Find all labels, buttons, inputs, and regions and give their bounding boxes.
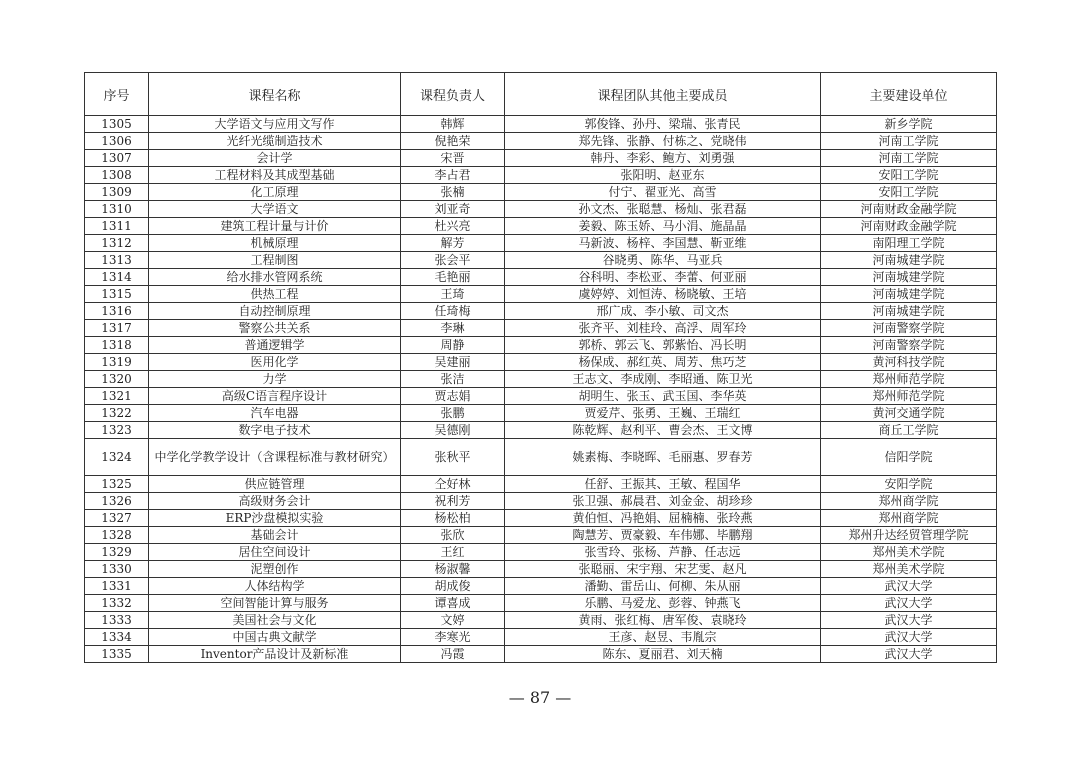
table-row bbox=[85, 252, 997, 269]
cell-course-name: Inventor产品设计及新标准 bbox=[149, 646, 401, 663]
table-row bbox=[85, 167, 997, 184]
cell-course-name: 基础会计 bbox=[149, 527, 401, 544]
cell-team-members: 张卫强、郝晨君、刘金金、胡珍珍 bbox=[505, 493, 821, 510]
cell-institution: 安阳工学院 bbox=[821, 184, 997, 201]
cell-serial-number: 1328 bbox=[85, 527, 149, 544]
cell-team-members: 马新波、杨梓、李国慧、靳亚维 bbox=[505, 235, 821, 252]
table-row bbox=[85, 405, 997, 422]
cell-team-members: 郑先锋、张静、付栋之、党晓伟 bbox=[505, 133, 821, 150]
cell-institution: 武汉大学 bbox=[821, 646, 997, 663]
cell-course-name: 汽车电器 bbox=[149, 405, 401, 422]
cell-team-members: 虞婷婷、刘恒涛、杨晓敏、王培 bbox=[505, 286, 821, 303]
cell-serial-number: 1308 bbox=[85, 167, 149, 184]
cell-course-leader: 祝利芳 bbox=[401, 493, 505, 510]
cell-course-leader: 仝好林 bbox=[401, 476, 505, 493]
cell-team-members: 乐鹏、马爱龙、彭蓉、钟燕飞 bbox=[505, 595, 821, 612]
cell-course-leader: 倪艳荣 bbox=[401, 133, 505, 150]
table-row bbox=[85, 476, 997, 493]
table-row bbox=[85, 493, 997, 510]
cell-course-name: 会计学 bbox=[149, 150, 401, 167]
cell-institution: 安阳工学院 bbox=[821, 167, 997, 184]
cell-course-name: 医用化学 bbox=[149, 354, 401, 371]
page-number: — 87 — bbox=[508, 688, 572, 707]
cell-team-members: 姚素梅、李晓晖、毛丽惠、罗春芳 bbox=[505, 439, 821, 476]
table-row bbox=[85, 527, 997, 544]
table-row bbox=[85, 510, 997, 527]
cell-course-name: 中学化学教学设计（含课程标准与教材研究） bbox=[149, 439, 401, 476]
cell-course-leader: 任琦梅 bbox=[401, 303, 505, 320]
cell-institution: 武汉大学 bbox=[821, 595, 997, 612]
cell-serial-number: 1330 bbox=[85, 561, 149, 578]
table-row bbox=[85, 116, 997, 133]
cell-institution: 郑州商学院 bbox=[821, 510, 997, 527]
cell-institution: 武汉大学 bbox=[821, 612, 997, 629]
cell-team-members: 王彦、赵昱、韦胤宗 bbox=[505, 629, 821, 646]
table-row bbox=[85, 218, 997, 235]
table-row bbox=[85, 388, 997, 405]
cell-serial-number: 1323 bbox=[85, 422, 149, 439]
table-row bbox=[85, 371, 997, 388]
cell-course-name: 警察公共关系 bbox=[149, 320, 401, 337]
cell-serial-number: 1313 bbox=[85, 252, 149, 269]
cell-institution: 河南财政金融学院 bbox=[821, 201, 997, 218]
cell-course-name: 给水排水管网系统 bbox=[149, 269, 401, 286]
cell-institution: 黄河交通学院 bbox=[821, 405, 997, 422]
cell-course-name: 美国社会与文化 bbox=[149, 612, 401, 629]
header-course-leader: 课程负责人 bbox=[401, 73, 505, 116]
cell-serial-number: 1306 bbox=[85, 133, 149, 150]
cell-course-name: 空间智能计算与服务 bbox=[149, 595, 401, 612]
cell-serial-number: 1334 bbox=[85, 629, 149, 646]
cell-course-name: 机械原理 bbox=[149, 235, 401, 252]
cell-serial-number: 1318 bbox=[85, 337, 149, 354]
cell-course-leader: 李寒光 bbox=[401, 629, 505, 646]
cell-course-leader: 张欣 bbox=[401, 527, 505, 544]
cell-course-name: 供热工程 bbox=[149, 286, 401, 303]
cell-course-leader: 宋晋 bbox=[401, 150, 505, 167]
cell-course-name: 工程制图 bbox=[149, 252, 401, 269]
cell-serial-number: 1319 bbox=[85, 354, 149, 371]
cell-team-members: 胡明生、张玉、武玉国、李华英 bbox=[505, 388, 821, 405]
table-header-row bbox=[85, 73, 997, 116]
cell-course-leader: 吴建丽 bbox=[401, 354, 505, 371]
table-row bbox=[85, 184, 997, 201]
table-row bbox=[85, 578, 997, 595]
cell-course-leader: 杨松柏 bbox=[401, 510, 505, 527]
cell-serial-number: 1325 bbox=[85, 476, 149, 493]
cell-course-leader: 张秋平 bbox=[401, 439, 505, 476]
cell-course-name: ERP沙盘模拟实验 bbox=[149, 510, 401, 527]
cell-course-leader: 谭喜成 bbox=[401, 595, 505, 612]
table-row bbox=[85, 320, 997, 337]
cell-team-members: 姜毅、陈玉娇、马小涓、施晶晶 bbox=[505, 218, 821, 235]
table-row bbox=[85, 439, 997, 476]
cell-institution: 河南警察学院 bbox=[821, 320, 997, 337]
cell-course-name: 光纤光缆制造技术 bbox=[149, 133, 401, 150]
table-row bbox=[85, 235, 997, 252]
cell-course-leader: 韩辉 bbox=[401, 116, 505, 133]
table-row bbox=[85, 269, 997, 286]
cell-institution: 南阳理工学院 bbox=[821, 235, 997, 252]
cell-institution: 河南城建学院 bbox=[821, 252, 997, 269]
cell-institution: 郑州师范学院 bbox=[821, 388, 997, 405]
cell-course-leader: 文婷 bbox=[401, 612, 505, 629]
table-row bbox=[85, 629, 997, 646]
table-row bbox=[85, 303, 997, 320]
cell-team-members: 王志文、李成刚、李昭通、陈卫光 bbox=[505, 371, 821, 388]
cell-team-members: 郭桥、郭云飞、郭紫怡、冯长明 bbox=[505, 337, 821, 354]
cell-course-leader: 张会平 bbox=[401, 252, 505, 269]
table-row bbox=[85, 286, 997, 303]
header-team-members: 课程团队其他主要成员 bbox=[505, 73, 821, 116]
cell-course-name: 高级财务会计 bbox=[149, 493, 401, 510]
cell-team-members: 张聪丽、宋宇翔、宋艺雯、赵凡 bbox=[505, 561, 821, 578]
cell-course-name: 供应链管理 bbox=[149, 476, 401, 493]
cell-course-leader: 解芳 bbox=[401, 235, 505, 252]
cell-institution: 郑州升达经贸管理学院 bbox=[821, 527, 997, 544]
cell-institution: 新乡学院 bbox=[821, 116, 997, 133]
cell-serial-number: 1310 bbox=[85, 201, 149, 218]
cell-institution: 河南工学院 bbox=[821, 133, 997, 150]
cell-team-members: 潘勤、雷岳山、何柳、朱从丽 bbox=[505, 578, 821, 595]
cell-serial-number: 1332 bbox=[85, 595, 149, 612]
table-row bbox=[85, 646, 997, 663]
table-row bbox=[85, 133, 997, 150]
cell-serial-number: 1309 bbox=[85, 184, 149, 201]
cell-course-leader: 冯霞 bbox=[401, 646, 505, 663]
table-row bbox=[85, 201, 997, 218]
cell-institution: 河南警察学院 bbox=[821, 337, 997, 354]
cell-serial-number: 1316 bbox=[85, 303, 149, 320]
table-row bbox=[85, 150, 997, 167]
cell-team-members: 谷晓勇、陈华、马亚兵 bbox=[505, 252, 821, 269]
cell-institution: 安阳学院 bbox=[821, 476, 997, 493]
table-row bbox=[85, 595, 997, 612]
cell-serial-number: 1311 bbox=[85, 218, 149, 235]
cell-institution: 武汉大学 bbox=[821, 629, 997, 646]
cell-course-name: 人体结构学 bbox=[149, 578, 401, 595]
cell-team-members: 谷科明、李松亚、李蕾、何亚丽 bbox=[505, 269, 821, 286]
cell-team-members: 贾爱芹、张勇、王巍、王瑞红 bbox=[505, 405, 821, 422]
cell-course-leader: 毛艳丽 bbox=[401, 269, 505, 286]
header-institution: 主要建设单位 bbox=[821, 73, 997, 116]
cell-institution: 郑州美术学院 bbox=[821, 561, 997, 578]
cell-team-members: 付宁、翟亚光、高雪 bbox=[505, 184, 821, 201]
course-table bbox=[84, 72, 997, 663]
cell-institution: 郑州师范学院 bbox=[821, 371, 997, 388]
cell-serial-number: 1305 bbox=[85, 116, 149, 133]
cell-course-leader: 张鹏 bbox=[401, 405, 505, 422]
cell-course-leader: 李琳 bbox=[401, 320, 505, 337]
cell-team-members: 陈东、夏丽君、刘天楠 bbox=[505, 646, 821, 663]
cell-course-name: 自动控制原理 bbox=[149, 303, 401, 320]
cell-course-leader: 李占君 bbox=[401, 167, 505, 184]
cell-serial-number: 1312 bbox=[85, 235, 149, 252]
table-row bbox=[85, 422, 997, 439]
cell-institution: 河南工学院 bbox=[821, 150, 997, 167]
cell-serial-number: 1329 bbox=[85, 544, 149, 561]
cell-course-leader: 吴德刚 bbox=[401, 422, 505, 439]
table-row bbox=[85, 612, 997, 629]
cell-course-leader: 张洁 bbox=[401, 371, 505, 388]
cell-institution: 郑州美术学院 bbox=[821, 544, 997, 561]
cell-course-name: 高级C语言程序设计 bbox=[149, 388, 401, 405]
cell-serial-number: 1326 bbox=[85, 493, 149, 510]
cell-serial-number: 1317 bbox=[85, 320, 149, 337]
cell-serial-number: 1315 bbox=[85, 286, 149, 303]
table-row bbox=[85, 561, 997, 578]
cell-serial-number: 1314 bbox=[85, 269, 149, 286]
cell-serial-number: 1331 bbox=[85, 578, 149, 595]
cell-team-members: 孙文杰、张聪慧、杨灿、张君磊 bbox=[505, 201, 821, 218]
cell-course-name: 居住空间设计 bbox=[149, 544, 401, 561]
cell-team-members: 陶慧芳、贾豪毅、车伟娜、毕鹏翔 bbox=[505, 527, 821, 544]
cell-serial-number: 1321 bbox=[85, 388, 149, 405]
cell-team-members: 黄伯恒、冯艳娟、屈楠楠、张玲燕 bbox=[505, 510, 821, 527]
table-row bbox=[85, 354, 997, 371]
cell-course-name: 大学语文 bbox=[149, 201, 401, 218]
cell-course-name: 化工原理 bbox=[149, 184, 401, 201]
cell-serial-number: 1322 bbox=[85, 405, 149, 422]
cell-course-name: 数字电子技术 bbox=[149, 422, 401, 439]
cell-course-leader: 周静 bbox=[401, 337, 505, 354]
table-row bbox=[85, 337, 997, 354]
cell-course-leader: 贾志娟 bbox=[401, 388, 505, 405]
cell-serial-number: 1307 bbox=[85, 150, 149, 167]
cell-team-members: 张齐平、刘桂玲、高浮、周军玲 bbox=[505, 320, 821, 337]
cell-institution: 商丘工学院 bbox=[821, 422, 997, 439]
cell-course-leader: 刘亚奇 bbox=[401, 201, 505, 218]
cell-course-leader: 张楠 bbox=[401, 184, 505, 201]
cell-serial-number: 1324 bbox=[85, 439, 149, 476]
cell-team-members: 黄雨、张红梅、唐军俊、袁晓玲 bbox=[505, 612, 821, 629]
cell-course-name: 泥塑创作 bbox=[149, 561, 401, 578]
cell-institution: 河南城建学院 bbox=[821, 269, 997, 286]
cell-team-members: 任舒、王振其、王敏、程国华 bbox=[505, 476, 821, 493]
cell-institution: 河南城建学院 bbox=[821, 286, 997, 303]
cell-serial-number: 1327 bbox=[85, 510, 149, 527]
cell-team-members: 杨保成、郝红英、周芳、焦巧芝 bbox=[505, 354, 821, 371]
cell-team-members: 张阳明、赵亚东 bbox=[505, 167, 821, 184]
cell-serial-number: 1333 bbox=[85, 612, 149, 629]
cell-institution: 信阳学院 bbox=[821, 439, 997, 476]
cell-institution: 武汉大学 bbox=[821, 578, 997, 595]
cell-institution: 郑州商学院 bbox=[821, 493, 997, 510]
cell-institution: 河南财政金融学院 bbox=[821, 218, 997, 235]
cell-course-name: 工程材料及其成型基础 bbox=[149, 167, 401, 184]
cell-team-members: 韩丹、李彩、鲍方、刘勇强 bbox=[505, 150, 821, 167]
cell-team-members: 张雪玲、张杨、芦静、任志远 bbox=[505, 544, 821, 561]
table-body bbox=[85, 116, 997, 663]
cell-course-name: 大学语文与应用文写作 bbox=[149, 116, 401, 133]
cell-course-leader: 王琦 bbox=[401, 286, 505, 303]
cell-course-name: 中国古典文献学 bbox=[149, 629, 401, 646]
cell-course-leader: 胡成俊 bbox=[401, 578, 505, 595]
cell-course-leader: 杜兴亮 bbox=[401, 218, 505, 235]
header-course-name: 课程名称 bbox=[149, 73, 401, 116]
cell-team-members: 郭俊锋、孙丹、梁瑞、张青民 bbox=[505, 116, 821, 133]
cell-course-leader: 杨淑馨 bbox=[401, 561, 505, 578]
cell-institution: 河南城建学院 bbox=[821, 303, 997, 320]
cell-team-members: 陈乾辉、赵利平、曹会杰、王文博 bbox=[505, 422, 821, 439]
cell-course-name: 普通逻辑学 bbox=[149, 337, 401, 354]
cell-course-name: 建筑工程计量与计价 bbox=[149, 218, 401, 235]
table-row bbox=[85, 544, 997, 561]
cell-serial-number: 1335 bbox=[85, 646, 149, 663]
cell-institution: 黄河科技学院 bbox=[821, 354, 997, 371]
header-serial-number: 序号 bbox=[85, 73, 149, 116]
cell-course-leader: 王红 bbox=[401, 544, 505, 561]
cell-team-members: 邢广成、李小敏、司文杰 bbox=[505, 303, 821, 320]
cell-serial-number: 1320 bbox=[85, 371, 149, 388]
cell-course-name: 力学 bbox=[149, 371, 401, 388]
